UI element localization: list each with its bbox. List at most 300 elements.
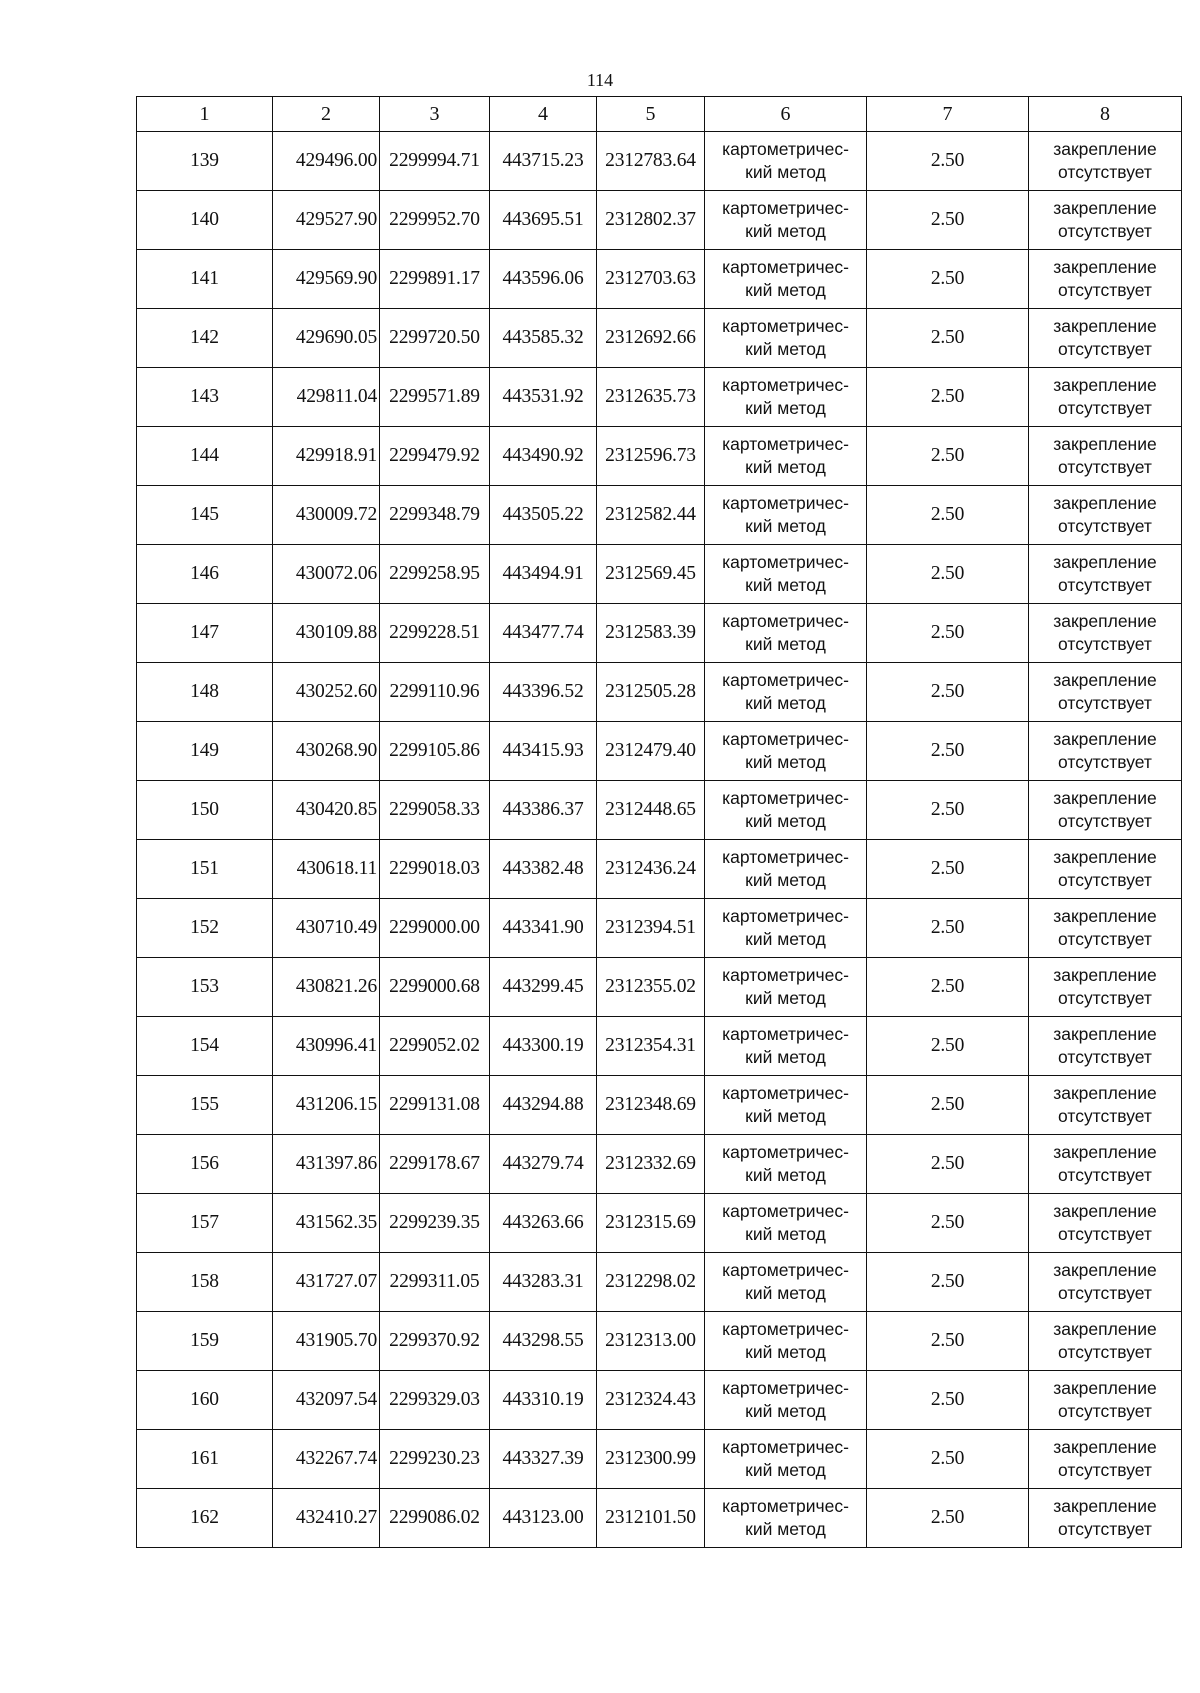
method-line-1: картометричес- bbox=[722, 1319, 849, 1339]
fixation-line-2: отсутствует bbox=[1058, 1165, 1152, 1185]
fixation-cell bbox=[1029, 1076, 1182, 1135]
fixation-line-1: закрепление bbox=[1053, 257, 1157, 277]
coord-cell: 443596.06 bbox=[490, 250, 597, 309]
table-row bbox=[137, 958, 1182, 1017]
point-number-cell: 139 bbox=[137, 132, 273, 191]
table-row bbox=[137, 1371, 1182, 1430]
accuracy-cell: 2.50 bbox=[867, 1253, 1029, 1312]
fixation-cell bbox=[1029, 958, 1182, 1017]
point-number-cell: 148 bbox=[137, 663, 273, 722]
point-number-cell: 144 bbox=[137, 427, 273, 486]
coord-cell: 432097.54 bbox=[273, 1371, 380, 1430]
coord-cell: 2312448.65 bbox=[597, 781, 705, 840]
method-line-1: картометричес- bbox=[722, 1142, 849, 1162]
accuracy-cell: 2.50 bbox=[867, 781, 1029, 840]
point-number-cell: 161 bbox=[137, 1430, 273, 1489]
table-row bbox=[137, 427, 1182, 486]
method-line-1: картометричес- bbox=[722, 906, 849, 926]
method-line-1: картометричес- bbox=[722, 670, 849, 690]
fixation-cell bbox=[1029, 309, 1182, 368]
method-line-1: картометричес- bbox=[722, 729, 849, 749]
coord-cell: 2299329.03 bbox=[380, 1371, 490, 1430]
method-line-2: кий метод bbox=[745, 398, 826, 418]
fixation-cell bbox=[1029, 604, 1182, 663]
coord-cell: 443123.00 bbox=[490, 1489, 597, 1548]
method-line-1: картометричес- bbox=[722, 1201, 849, 1221]
coord-cell: 2312315.69 bbox=[597, 1194, 705, 1253]
method-cell bbox=[705, 132, 867, 191]
fixation-cell bbox=[1029, 1135, 1182, 1194]
coord-cell: 2299571.89 bbox=[380, 368, 490, 427]
coord-cell: 2299230.23 bbox=[380, 1430, 490, 1489]
coord-cell: 429918.91 bbox=[273, 427, 380, 486]
method-line-2: кий метод bbox=[745, 516, 826, 536]
coord-cell: 443477.74 bbox=[490, 604, 597, 663]
fixation-cell bbox=[1029, 1017, 1182, 1076]
fixation-line-2: отсутствует bbox=[1058, 634, 1152, 654]
fixation-cell bbox=[1029, 368, 1182, 427]
coord-cell: 2312479.40 bbox=[597, 722, 705, 781]
method-line-2: кий метод bbox=[745, 870, 826, 890]
method-line-1: картометричес- bbox=[722, 375, 849, 395]
method-cell bbox=[705, 309, 867, 368]
method-line-1: картометричес- bbox=[722, 198, 849, 218]
coord-cell: 2312783.64 bbox=[597, 132, 705, 191]
fixation-line-1: закрепление bbox=[1053, 139, 1157, 159]
accuracy-cell: 2.50 bbox=[867, 545, 1029, 604]
coord-cell: 430996.41 bbox=[273, 1017, 380, 1076]
coord-cell: 431562.35 bbox=[273, 1194, 380, 1253]
coord-cell: 2312802.37 bbox=[597, 191, 705, 250]
accuracy-cell: 2.50 bbox=[867, 1135, 1029, 1194]
fixation-cell bbox=[1029, 1312, 1182, 1371]
fixation-cell bbox=[1029, 1489, 1182, 1548]
table-row bbox=[137, 1135, 1182, 1194]
table-row bbox=[137, 545, 1182, 604]
fixation-line-1: закрепление bbox=[1053, 1142, 1157, 1162]
coord-cell: 2299311.05 bbox=[380, 1253, 490, 1312]
coord-cell: 2299018.03 bbox=[380, 840, 490, 899]
fixation-line-1: закрепление bbox=[1053, 906, 1157, 926]
fixation-line-1: закрепление bbox=[1053, 788, 1157, 808]
method-line-2: кий метод bbox=[745, 339, 826, 359]
fixation-line-1: закрепление bbox=[1053, 1024, 1157, 1044]
fixation-cell bbox=[1029, 899, 1182, 958]
fixation-line-1: закрепление bbox=[1053, 611, 1157, 631]
fixation-line-1: закрепление bbox=[1053, 1319, 1157, 1339]
coord-cell: 2312635.73 bbox=[597, 368, 705, 427]
fixation-line-1: закрепление bbox=[1053, 198, 1157, 218]
accuracy-cell: 2.50 bbox=[867, 132, 1029, 191]
coord-cell: 2299105.86 bbox=[380, 722, 490, 781]
coord-cell: 2299052.02 bbox=[380, 1017, 490, 1076]
accuracy-cell: 2.50 bbox=[867, 368, 1029, 427]
coord-cell: 432267.74 bbox=[273, 1430, 380, 1489]
coord-cell: 2312582.44 bbox=[597, 486, 705, 545]
fixation-cell bbox=[1029, 1194, 1182, 1253]
fixation-cell bbox=[1029, 132, 1182, 191]
fixation-line-1: закрепление bbox=[1053, 552, 1157, 572]
fixation-line-2: отсутствует bbox=[1058, 575, 1152, 595]
method-line-2: кий метод bbox=[745, 634, 826, 654]
method-line-2: кий метод bbox=[745, 1283, 826, 1303]
table-row bbox=[137, 1194, 1182, 1253]
accuracy-cell: 2.50 bbox=[867, 1430, 1029, 1489]
method-cell bbox=[705, 781, 867, 840]
coord-cell: 443279.74 bbox=[490, 1135, 597, 1194]
coord-cell: 2299370.92 bbox=[380, 1312, 490, 1371]
method-line-1: картометричес- bbox=[722, 788, 849, 808]
column-header-2: 2 bbox=[273, 97, 380, 132]
table-row bbox=[137, 368, 1182, 427]
point-number-cell: 151 bbox=[137, 840, 273, 899]
fixation-line-1: закрепление bbox=[1053, 1496, 1157, 1516]
accuracy-cell: 2.50 bbox=[867, 604, 1029, 663]
coord-cell: 430420.85 bbox=[273, 781, 380, 840]
method-line-2: кий метод bbox=[745, 1224, 826, 1244]
fixation-line-2: отсутствует bbox=[1058, 280, 1152, 300]
method-cell bbox=[705, 250, 867, 309]
fixation-line-2: отсутствует bbox=[1058, 398, 1152, 418]
table-row bbox=[137, 663, 1182, 722]
coord-cell: 2299479.92 bbox=[380, 427, 490, 486]
fixation-line-2: отсутствует bbox=[1058, 1342, 1152, 1362]
column-header-1: 1 bbox=[137, 97, 273, 132]
point-number-cell: 157 bbox=[137, 1194, 273, 1253]
coord-cell: 429527.90 bbox=[273, 191, 380, 250]
fixation-line-2: отсутствует bbox=[1058, 1106, 1152, 1126]
coord-cell: 430009.72 bbox=[273, 486, 380, 545]
coord-cell: 443341.90 bbox=[490, 899, 597, 958]
coord-cell: 2299952.70 bbox=[380, 191, 490, 250]
method-line-1: картометричес- bbox=[722, 965, 849, 985]
coord-cell: 2299239.35 bbox=[380, 1194, 490, 1253]
fixation-line-2: отсутствует bbox=[1058, 929, 1152, 949]
fixation-line-2: отсутствует bbox=[1058, 1460, 1152, 1480]
point-number-cell: 158 bbox=[137, 1253, 273, 1312]
coord-cell: 2312596.73 bbox=[597, 427, 705, 486]
coord-cell: 2312569.45 bbox=[597, 545, 705, 604]
accuracy-cell: 2.50 bbox=[867, 1312, 1029, 1371]
method-line-2: кий метод bbox=[745, 1342, 826, 1362]
table-header bbox=[137, 97, 1182, 132]
point-number-cell: 156 bbox=[137, 1135, 273, 1194]
coord-cell: 431397.86 bbox=[273, 1135, 380, 1194]
fixation-line-2: отсутствует bbox=[1058, 1224, 1152, 1244]
fixation-cell bbox=[1029, 1253, 1182, 1312]
accuracy-cell: 2.50 bbox=[867, 840, 1029, 899]
accuracy-cell: 2.50 bbox=[867, 899, 1029, 958]
fixation-cell bbox=[1029, 545, 1182, 604]
accuracy-cell: 2.50 bbox=[867, 722, 1029, 781]
method-cell bbox=[705, 1135, 867, 1194]
coord-cell: 2312313.00 bbox=[597, 1312, 705, 1371]
coord-cell: 443505.22 bbox=[490, 486, 597, 545]
method-cell bbox=[705, 427, 867, 486]
point-number-cell: 159 bbox=[137, 1312, 273, 1371]
method-cell bbox=[705, 1371, 867, 1430]
coordinates-table bbox=[136, 96, 1182, 1548]
table-row bbox=[137, 1017, 1182, 1076]
fixation-line-2: отсутствует bbox=[1058, 162, 1152, 182]
accuracy-cell: 2.50 bbox=[867, 958, 1029, 1017]
method-cell bbox=[705, 663, 867, 722]
accuracy-cell: 2.50 bbox=[867, 250, 1029, 309]
method-line-1: картометричес- bbox=[722, 1083, 849, 1103]
fixation-line-1: закрепление bbox=[1053, 375, 1157, 395]
coord-cell: 2299110.96 bbox=[380, 663, 490, 722]
coord-cell: 2312583.39 bbox=[597, 604, 705, 663]
method-cell bbox=[705, 1312, 867, 1371]
fixation-cell bbox=[1029, 663, 1182, 722]
fixation-line-2: отсутствует bbox=[1058, 516, 1152, 536]
coord-cell: 2299058.33 bbox=[380, 781, 490, 840]
coord-cell: 2312348.69 bbox=[597, 1076, 705, 1135]
coord-cell: 443327.39 bbox=[490, 1430, 597, 1489]
fixation-line-2: отсутствует bbox=[1058, 870, 1152, 890]
accuracy-cell: 2.50 bbox=[867, 1489, 1029, 1548]
coord-cell: 430072.06 bbox=[273, 545, 380, 604]
method-cell bbox=[705, 722, 867, 781]
table-row bbox=[137, 722, 1182, 781]
method-line-1: картометричес- bbox=[722, 611, 849, 631]
point-number-cell: 153 bbox=[137, 958, 273, 1017]
coord-cell: 443310.19 bbox=[490, 1371, 597, 1430]
coord-cell: 2312300.99 bbox=[597, 1430, 705, 1489]
coord-cell: 443300.19 bbox=[490, 1017, 597, 1076]
fixation-line-2: отсутствует bbox=[1058, 811, 1152, 831]
method-cell bbox=[705, 899, 867, 958]
point-number-cell: 149 bbox=[137, 722, 273, 781]
point-number-cell: 152 bbox=[137, 899, 273, 958]
method-line-2: кий метод bbox=[745, 1519, 826, 1539]
coord-cell: 2299720.50 bbox=[380, 309, 490, 368]
coord-cell: 2312355.02 bbox=[597, 958, 705, 1017]
point-number-cell: 155 bbox=[137, 1076, 273, 1135]
table-row bbox=[137, 1430, 1182, 1489]
coord-cell: 443386.37 bbox=[490, 781, 597, 840]
method-line-2: кий метод bbox=[745, 811, 826, 831]
fixation-line-2: отсутствует bbox=[1058, 1401, 1152, 1421]
coord-cell: 2312332.69 bbox=[597, 1135, 705, 1194]
accuracy-cell: 2.50 bbox=[867, 427, 1029, 486]
method-line-2: кий метод bbox=[745, 575, 826, 595]
fixation-cell bbox=[1029, 1430, 1182, 1489]
method-line-2: кий метод bbox=[745, 162, 826, 182]
fixation-cell bbox=[1029, 840, 1182, 899]
fixation-line-1: закрепление bbox=[1053, 847, 1157, 867]
coord-cell: 443585.32 bbox=[490, 309, 597, 368]
coord-cell: 2312436.24 bbox=[597, 840, 705, 899]
method-line-2: кий метод bbox=[745, 1165, 826, 1185]
coord-cell: 443283.31 bbox=[490, 1253, 597, 1312]
accuracy-cell: 2.50 bbox=[867, 1076, 1029, 1135]
fixation-line-2: отсутствует bbox=[1058, 693, 1152, 713]
table-row bbox=[137, 1253, 1182, 1312]
coord-cell: 430109.88 bbox=[273, 604, 380, 663]
table-row bbox=[137, 486, 1182, 545]
coord-cell: 2299348.79 bbox=[380, 486, 490, 545]
coord-cell: 2299994.71 bbox=[380, 132, 490, 191]
point-number-cell: 160 bbox=[137, 1371, 273, 1430]
accuracy-cell: 2.50 bbox=[867, 486, 1029, 545]
accuracy-cell: 2.50 bbox=[867, 191, 1029, 250]
coord-cell: 2299086.02 bbox=[380, 1489, 490, 1548]
column-header-8: 8 bbox=[1029, 97, 1182, 132]
table-row bbox=[137, 250, 1182, 309]
fixation-line-1: закрепление bbox=[1053, 670, 1157, 690]
fixation-line-1: закрепление bbox=[1053, 434, 1157, 454]
table-row bbox=[137, 1489, 1182, 1548]
coord-cell: 430252.60 bbox=[273, 663, 380, 722]
accuracy-cell: 2.50 bbox=[867, 1371, 1029, 1430]
method-cell bbox=[705, 1430, 867, 1489]
coord-cell: 2312692.66 bbox=[597, 309, 705, 368]
fixation-cell bbox=[1029, 191, 1182, 250]
coord-cell: 443715.23 bbox=[490, 132, 597, 191]
method-line-2: кий метод bbox=[745, 1460, 826, 1480]
table-row bbox=[137, 1312, 1182, 1371]
point-number-cell: 145 bbox=[137, 486, 273, 545]
fixation-line-1: закрепление bbox=[1053, 1437, 1157, 1457]
fixation-cell bbox=[1029, 781, 1182, 840]
fixation-line-2: отсутствует bbox=[1058, 1519, 1152, 1539]
coord-cell: 443494.91 bbox=[490, 545, 597, 604]
coord-cell: 443396.52 bbox=[490, 663, 597, 722]
fixation-line-1: закрепление bbox=[1053, 1378, 1157, 1398]
coord-cell: 2312101.50 bbox=[597, 1489, 705, 1548]
coord-cell: 2299258.95 bbox=[380, 545, 490, 604]
fixation-line-2: отсутствует bbox=[1058, 339, 1152, 359]
method-line-2: кий метод bbox=[745, 929, 826, 949]
accuracy-cell: 2.50 bbox=[867, 663, 1029, 722]
method-line-1: картометричес- bbox=[722, 1378, 849, 1398]
point-number-cell: 141 bbox=[137, 250, 273, 309]
coord-cell: 432410.27 bbox=[273, 1489, 380, 1548]
coord-cell: 2312505.28 bbox=[597, 663, 705, 722]
table-row bbox=[137, 840, 1182, 899]
header-row bbox=[137, 97, 1182, 132]
method-line-2: кий метод bbox=[745, 221, 826, 241]
method-cell bbox=[705, 1076, 867, 1135]
method-line-1: картометричес- bbox=[722, 493, 849, 513]
coord-cell: 2299891.17 bbox=[380, 250, 490, 309]
fixation-line-1: закрепление bbox=[1053, 1260, 1157, 1280]
method-line-1: картометричес- bbox=[722, 434, 849, 454]
method-line-1: картометричес- bbox=[722, 257, 849, 277]
fixation-line-1: закрепление bbox=[1053, 729, 1157, 749]
coord-cell: 2312298.02 bbox=[597, 1253, 705, 1312]
method-line-2: кий метод bbox=[745, 693, 826, 713]
method-line-2: кий метод bbox=[745, 752, 826, 772]
point-number-cell: 143 bbox=[137, 368, 273, 427]
coord-cell: 443299.45 bbox=[490, 958, 597, 1017]
method-line-2: кий метод bbox=[745, 1106, 826, 1126]
table-row bbox=[137, 191, 1182, 250]
method-line-1: картометричес- bbox=[722, 316, 849, 336]
method-line-1: картометричес- bbox=[722, 1260, 849, 1280]
fixation-line-2: отсутствует bbox=[1058, 457, 1152, 477]
point-number-cell: 140 bbox=[137, 191, 273, 250]
coord-cell: 430821.26 bbox=[273, 958, 380, 1017]
fixation-cell bbox=[1029, 427, 1182, 486]
fixation-line-2: отсутствует bbox=[1058, 1283, 1152, 1303]
coord-cell: 2312394.51 bbox=[597, 899, 705, 958]
fixation-line-1: закрепление bbox=[1053, 1083, 1157, 1103]
column-header-7: 7 bbox=[867, 97, 1029, 132]
fixation-cell bbox=[1029, 1371, 1182, 1430]
coord-cell: 430710.49 bbox=[273, 899, 380, 958]
method-line-1: картометричес- bbox=[722, 847, 849, 867]
coord-cell: 2312354.31 bbox=[597, 1017, 705, 1076]
coord-cell: 2299131.08 bbox=[380, 1076, 490, 1135]
column-header-4: 4 bbox=[490, 97, 597, 132]
method-cell bbox=[705, 191, 867, 250]
coord-cell: 429811.04 bbox=[273, 368, 380, 427]
coord-cell: 443695.51 bbox=[490, 191, 597, 250]
method-cell bbox=[705, 1489, 867, 1548]
coord-cell: 443531.92 bbox=[490, 368, 597, 427]
fixation-line-2: отсутствует bbox=[1058, 988, 1152, 1008]
method-cell bbox=[705, 958, 867, 1017]
coord-cell: 2312703.63 bbox=[597, 250, 705, 309]
coord-cell: 443294.88 bbox=[490, 1076, 597, 1135]
coord-cell: 443263.66 bbox=[490, 1194, 597, 1253]
method-line-2: кий метод bbox=[745, 457, 826, 477]
coord-cell: 2299228.51 bbox=[380, 604, 490, 663]
point-number-cell: 146 bbox=[137, 545, 273, 604]
coord-cell: 2299000.68 bbox=[380, 958, 490, 1017]
column-header-3: 3 bbox=[380, 97, 490, 132]
fixation-cell bbox=[1029, 722, 1182, 781]
method-cell bbox=[705, 1017, 867, 1076]
column-header-6: 6 bbox=[705, 97, 867, 132]
coord-cell: 443382.48 bbox=[490, 840, 597, 899]
method-cell bbox=[705, 1253, 867, 1312]
method-line-1: картометричес- bbox=[722, 552, 849, 572]
accuracy-cell: 2.50 bbox=[867, 309, 1029, 368]
point-number-cell: 142 bbox=[137, 309, 273, 368]
table-row bbox=[137, 1076, 1182, 1135]
table-row bbox=[137, 604, 1182, 663]
method-line-2: кий метод bbox=[745, 988, 826, 1008]
fixation-cell bbox=[1029, 486, 1182, 545]
method-cell bbox=[705, 1194, 867, 1253]
fixation-line-2: отсутствует bbox=[1058, 752, 1152, 772]
column-header-5: 5 bbox=[597, 97, 705, 132]
coord-cell: 2312324.43 bbox=[597, 1371, 705, 1430]
fixation-line-1: закрепление bbox=[1053, 1201, 1157, 1221]
coord-cell: 431206.15 bbox=[273, 1076, 380, 1135]
method-line-2: кий метод bbox=[745, 1401, 826, 1421]
table-row bbox=[137, 309, 1182, 368]
table-body bbox=[137, 132, 1182, 1548]
table-row bbox=[137, 899, 1182, 958]
coord-cell: 2299000.00 bbox=[380, 899, 490, 958]
point-number-cell: 154 bbox=[137, 1017, 273, 1076]
method-cell bbox=[705, 486, 867, 545]
method-line-2: кий метод bbox=[745, 280, 826, 300]
table-row bbox=[137, 781, 1182, 840]
fixation-line-2: отсутствует bbox=[1058, 221, 1152, 241]
point-number-cell: 150 bbox=[137, 781, 273, 840]
coord-cell: 2299178.67 bbox=[380, 1135, 490, 1194]
method-line-1: картометричес- bbox=[722, 1437, 849, 1457]
method-line-1: картометричес- bbox=[722, 1024, 849, 1044]
coord-cell: 443490.92 bbox=[490, 427, 597, 486]
fixation-line-1: закрепление bbox=[1053, 316, 1157, 336]
accuracy-cell: 2.50 bbox=[867, 1017, 1029, 1076]
